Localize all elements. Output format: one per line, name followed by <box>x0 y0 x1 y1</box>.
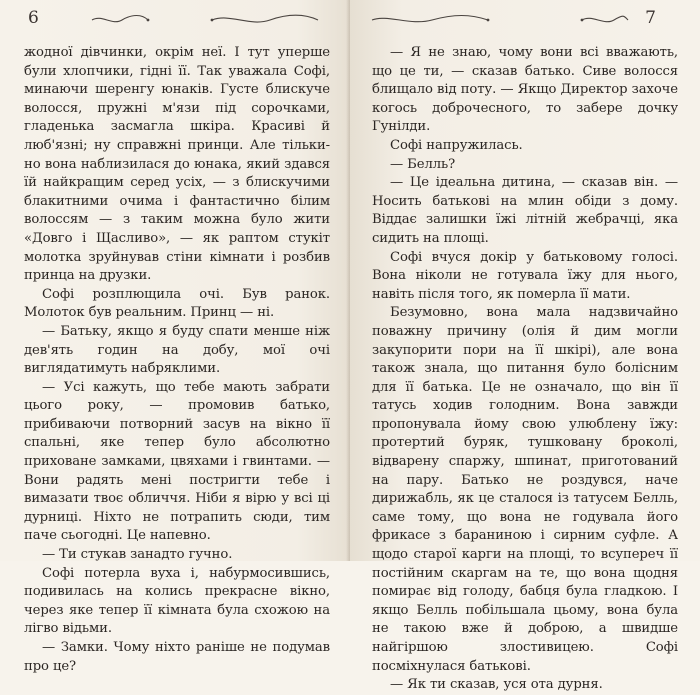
paragraph: — Як ти сказав, уся ота дурня. <box>390 677 603 693</box>
paragraph: Софі потерла вуха і, набурмосившись, подивилась на колись прекрасне вікно, через яке тепер її кімната була схожою на лігво відьми. <box>24 565 330 637</box>
paragraph: — Усі кажуть, що тебе мають забрати цього року, — промовив батько, прибиваючи потворний засув на вікно її спальні, яке тепер було абсолютно приховане замками, цвяхами і гвинтами. — Вони радять мені постригти тебе і вимазати твоє обличчя. Ніби я вірю у всі ці дурниці. Ніхто не потрапить сюди, тим паче сьогодні. Це напевно. <box>24 379 330 544</box>
page-number: 6 <box>28 8 39 28</box>
paragraph: Безумовно, вона мала надзвичайно поважну причину (олія й дим могли закупорити пори на її шкірі), але вона також знала, що питання було болісним для її батька. Це не означало, що він її татусь ходив голодним. Вона завжди пропонувала йому свою улюблену їжу: протертий буряк, тушковану броколі, відварену спаржу, шпинат, приготований на пару. Батько не роздувся, наче дирижабль, як це сталося із татусем Белль, саме тому, що вона не годувала його фрикасе з бараниною і сирним суфле. А щодо старої карги на площі, то всупереч її постійним скаргам на те, що вона щодня помирає від голоду, бабця була гладкою. І якщо Белль побільшала цьому, вона була не такою вже й доброю, а швидше найгіршою злостивицею. Софі посміхнулася батькові. <box>372 305 678 674</box>
paragraph: Софі розплющила очі. Був ранок. Молоток був реальним. Принц — ні. <box>24 286 330 321</box>
left-page-header <box>20 8 330 30</box>
paragraph: — Це ідеальна дитина, — сказав він. — Носить батькові на млин обіди з дому. Віддає залишки їжі літній жебрачці, яка сидить на площі. <box>372 175 678 246</box>
paragraph: Софі вчуся докір у батьковому голосі. Вона ніколи не готувала їжу для нього, навіть після того, як померла її мати. <box>372 249 678 302</box>
flourish-ornament-icon <box>370 14 490 26</box>
paragraph: Софі напружилась. <box>390 137 523 153</box>
flourish-ornament-icon <box>580 14 630 26</box>
paragraph: — Замки. Чому ніхто раніше не подумав про це? <box>24 640 330 674</box>
paragraph: — Белль? <box>390 156 456 172</box>
body-text <box>372 44 678 695</box>
page-number: 7 <box>645 8 656 28</box>
paragraph: — Я не знаю, чому вони всі вважають, що це ти, — сказав батько. Сиве волосся блищало від поту. — Якщо Директор захоче когось доброчесного, то забере дочку Гунілди. <box>372 45 678 135</box>
paragraph: — Ти стукав занадто гучно. <box>42 547 233 563</box>
right-page <box>350 0 700 693</box>
paragraph: — Батьку, якщо я буду спати менше ніж дев'ять годин на добу, мої очі виглядатимуть набряклими. <box>24 323 330 377</box>
flourish-ornament-icon <box>90 14 150 26</box>
flourish-ornament-icon <box>210 14 320 26</box>
left-page <box>0 0 350 674</box>
paragraph: жодної дівчинки, окрім неї. І тут уперше були хлопчики, гідні її. Так уважала Софі, минаючи шеренгу юнаків. Густе блискуче волосся, пружні м'язи під сорочками, гладенька засмагла шкіра. Красиві й люб'язні; ну справжні принци. Але тільки-но вона наблизилася до юнака, який здався їй найкращим серед усіх, — з блискучими блакитними очима і фантастично білим волоссям — з таким можна було жити «Довго і Щасливо», — як раптом стукіт молотка зруйнував стіни кімнати і розбив принца на друзки. <box>24 45 330 284</box>
body-text <box>24 44 330 676</box>
right-page-header <box>370 8 680 30</box>
